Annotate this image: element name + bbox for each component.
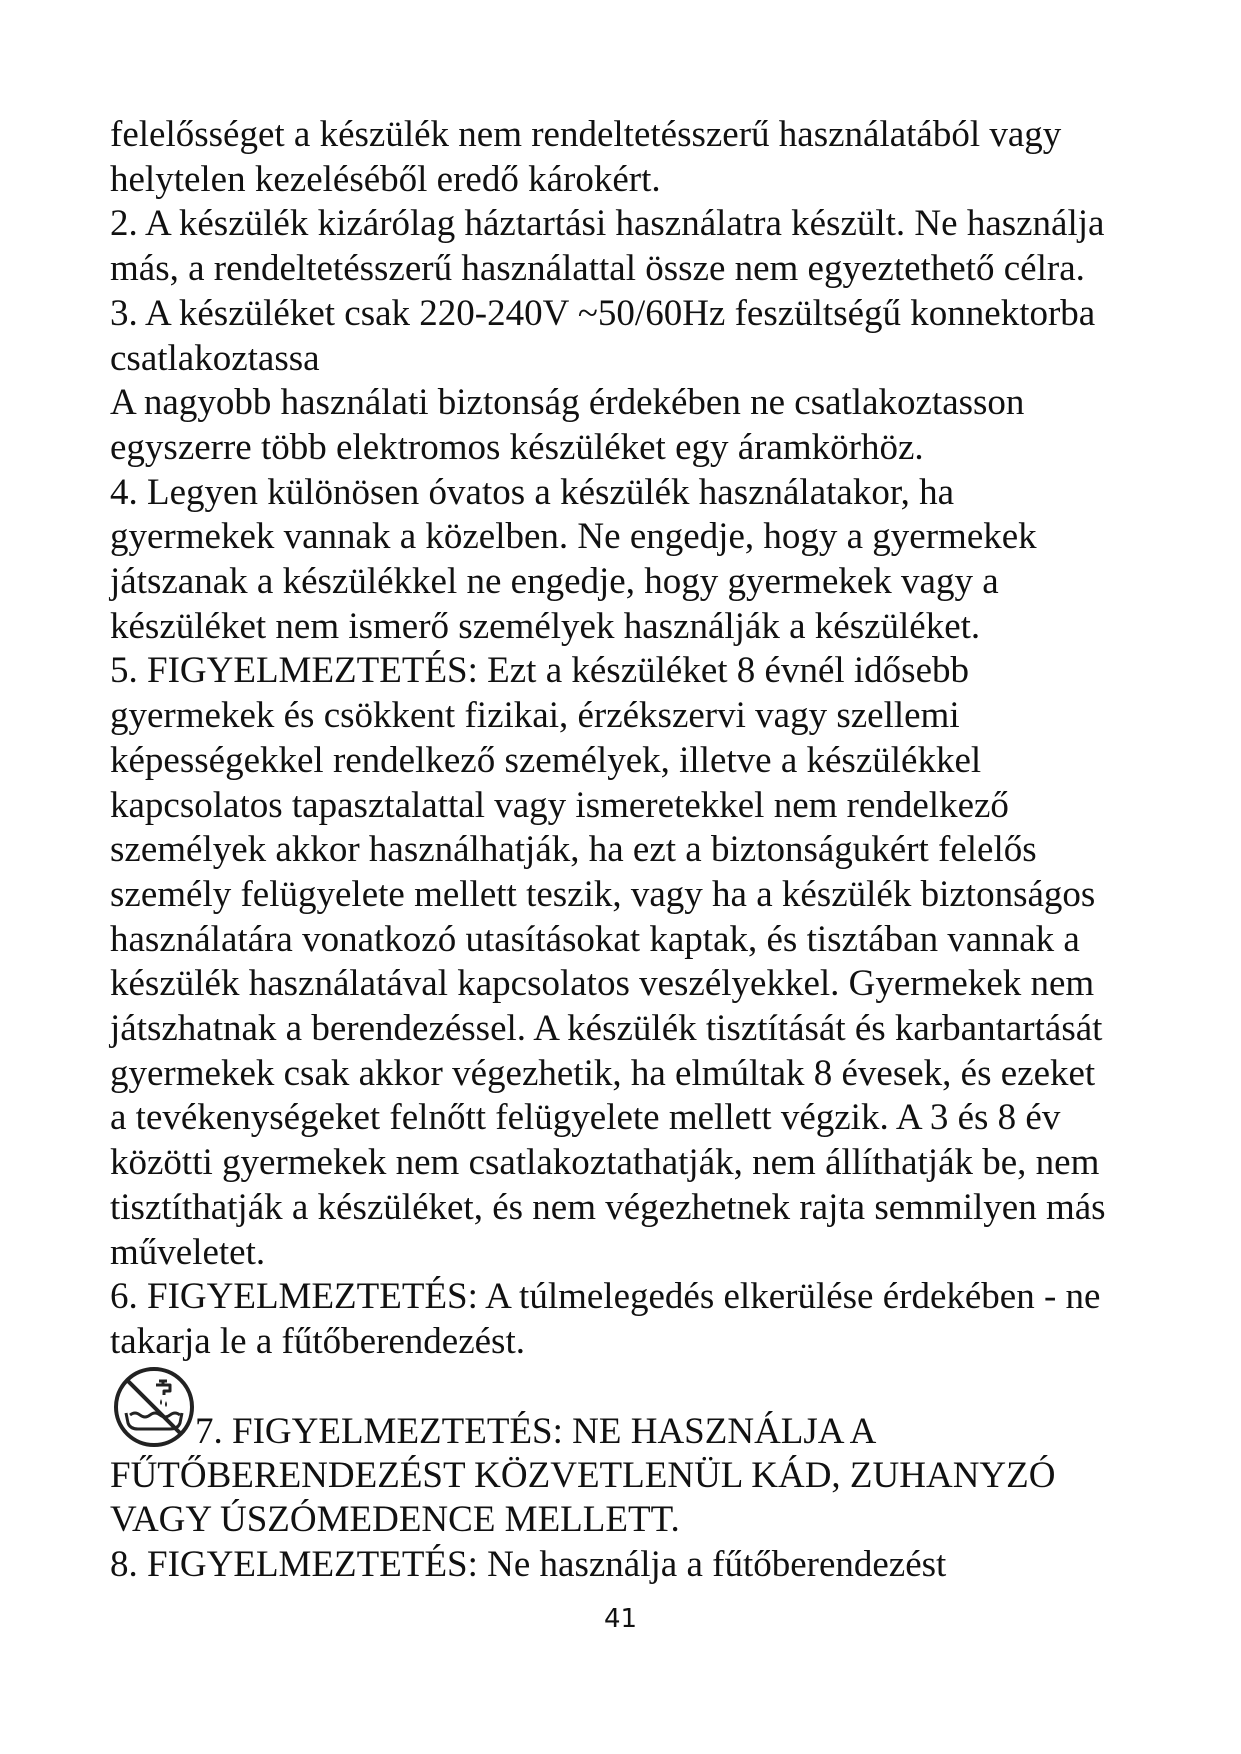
- text-line: készülék használatával kapcsolatos veszélyekkel. Gyermekek nem: [110, 963, 1095, 1005]
- text-line: 8. FIGYELMEZTETÉS: Ne használja a fűtőberendezést: [110, 1544, 947, 1586]
- text-line: játszhatnak a berendezéssel. A készülék tisztítását és karbantartását: [110, 1008, 1103, 1050]
- text-line: 3. A készüléket csak 220-240V ~50/60Hz feszültségű konnektorba: [110, 292, 1096, 334]
- text-line: VAGY ÚSZÓMEDENCE MELLETT.: [110, 1499, 680, 1541]
- text-line: más, a rendeltetésszerű használattal össze nem egyeztethető célra.: [110, 248, 1085, 290]
- text-line: FŰTŐBERENDEZÉST KÖZVETLENÜL KÁD, ZUHANYZÓ: [110, 1454, 1056, 1496]
- text-line: képességekkel rendelkező személyek, illetve a készülékkel: [110, 739, 982, 781]
- text-line: takarja le a fűtőberendezést.: [110, 1320, 525, 1362]
- text-line: 4. Legyen különösen óvatos a készülék használatakor, ha: [110, 471, 955, 513]
- text-line: készüléket nem ismerő személyek használják a készüléket.: [110, 605, 981, 647]
- text-line: egyszerre több elektromos készüléket egy áramkörhöz.: [110, 426, 924, 468]
- text-line: 6. FIGYELMEZTETÉS: A túlmelegedés elkerülése érdekében - ne: [110, 1276, 1101, 1318]
- text-line: kapcsolatos tapasztalattal vagy ismeretekkel nem rendelkező: [110, 784, 1009, 826]
- text-line: a tevékenységeket felnőtt felügyelete mellett végzik. A 3 és 8 év: [110, 1097, 1061, 1139]
- text-line: A nagyobb használati biztonság érdekében ne csatlakoztasson: [110, 382, 1025, 424]
- text-line: felelősséget a készülék nem rendeltetésszerű használatából vagy: [110, 114, 1062, 155]
- text-line: személyek akkor használhatják, ha ezt a biztonságukért felelős: [110, 829, 1037, 871]
- text-line: 7. FIGYELMEZTETÉS: NE HASZNÁLJA A: [195, 1410, 877, 1452]
- warning-7-heading: [110, 1365, 1170, 1454]
- text-line: műveletet.: [110, 1231, 266, 1273]
- text-line: tisztíthatják a készüléket, és nem végezhetnek rajta semmilyen más: [110, 1186, 1106, 1228]
- page-number: 41: [603, 1604, 638, 1634]
- text-line: személy felügyelete mellett teszik, vagy ha a készülék biztonságos: [110, 873, 1096, 915]
- text-line: gyermekek és csökkent fizikai, érzékszervi vagy szellemi: [110, 695, 960, 737]
- text-line: gyermekek csak akkor végezhetik, ha elmúltak 8 évesek, és ezeket: [110, 1052, 1096, 1094]
- text-line: csatlakoztassa: [110, 337, 320, 379]
- document-body: [110, 113, 1170, 1588]
- text-line: használatára vonatkozó utasításokat kaptak, és tisztában vannak a: [110, 918, 1080, 960]
- text-line: gyermekek vannak a közelben. Ne engedje, hogy a gyermekek: [110, 516, 1037, 558]
- text-line: 2. A készülék kizárólag háztartási használatra készült. Ne használja: [110, 203, 1105, 245]
- text-line: helytelen kezeléséből eredő károkért.: [110, 158, 661, 200]
- no-bath-icon: [112, 1365, 196, 1449]
- text-line: játszanak a készülékkel ne engedje, hogy gyermekek vagy a: [110, 561, 999, 603]
- text-line: 5. FIGYELMEZTETÉS: Ezt a készüléket 8 évnél idősebb: [110, 650, 970, 692]
- text-line: közötti gyermekek nem csatlakoztathatják, nem állíthatják be, nem: [110, 1142, 1100, 1184]
